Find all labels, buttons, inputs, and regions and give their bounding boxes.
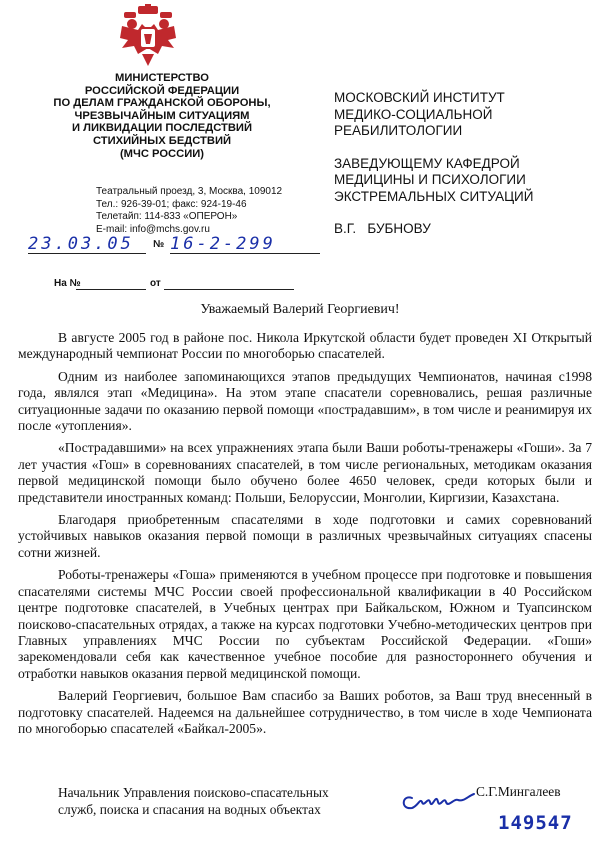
body-paragraph: В августе 2005 год в районе пос. Никола Иркутской области будет проведен XI Открытый международный чемпионат России по многоборью спасателей. [18,330,592,362]
recipient-name: В.Г. БУБНОВУ [334,221,431,236]
ministry-line: (МЧС РОССИИ) [119,147,205,160]
reply-reference-line [54,278,304,292]
ministry-line: ЧРЕЗВЫЧАЙНЫМ СИТУАЦИЯМ [74,109,250,122]
phone-fax-text: Тел.: 926-39-01; факс: 924-19-46 [96,198,247,210]
from-underline [164,289,294,290]
department-line: МЕДИЦИНЫ И ПСИХОЛОГИИ [334,172,526,187]
body-paragraph: Одним из наиболее запоминающихся этапов предыдущих Чемпионатов, начиная с1998 года, являлся этап «Медицина». На этом этапе спасатели соревновались, решая различные ситуационные задачи по оказанию первой помощи «пострадавшим», в том числе и реанимируя их после «утопления». [18,368,592,434]
institute-line: МЕДИКО-СОЦИАЛЬНОЙ [334,106,493,122]
letter-body [18,330,592,743]
institute-line: МОСКОВСКИЙ ИНСТИТУТ [334,90,505,105]
institute-name [334,90,594,140]
body-paragraph: Роботы-тренажеры «Гоша» применяются в учебном процессе при подготовке и повышения спасателями системы МЧС России своей профессиональной квалификации в 40 Российском центре подготовке спасателей, в Учебных центрах при Байкальском, Южном и Туапсинском поисково-спасательных отрядах, а также на курсах подготовки Учебно-методических центров при Главных управлениях МЧС России по субъектам Российской Федерации. «Гоши» зарекомендовали себя как качественное учебное пособие для разностороннего обучения и отработки навыков оказания первой медицинской помощи. [18,567,592,681]
date-underline [28,253,146,254]
teletype-text: Телетайп: 114-833 «ОПЕРОН» [96,211,238,222]
department-head-title [334,156,594,206]
position-line: служб, поиска и спасания на водных объектах [58,802,321,817]
number-label: № [153,239,165,250]
signatory-position [58,784,358,818]
on-no-underline [76,289,146,290]
number-underline [170,253,320,254]
salutation: Уважаемый Валерий Георгиевич! [200,302,400,317]
body-paragraph: Валерий Георгиевич, большое Вам спасибо за Ваших роботов, за Ваш труд внесенный в подготовку спасателей. Надеемся на дальнейшее сотрудничество, в том числе в ходе Чемпионата по многоборью спасателей «Байкал-2005». [18,688,592,736]
ministry-line: РОССИЙСКОЙ ФЕДЕРАЦИИ [84,84,240,97]
handwritten-number: 16-2-299 [170,234,276,254]
recipient-block [334,90,594,238]
ministry-line: СТИХИЙНЫХ БЕДСТВИЙ [92,134,232,147]
on-no-label: На № [54,278,81,289]
ministry-line: МИНИСТЕРСТВО [115,72,209,84]
body-paragraph: Благодаря приобретенным спасателями в ходе подготовки и самих соревнований устойчивых навыков оказания первой помощи в различных чрезвычайных ситуациях спасены сотни жизней. [18,512,592,560]
ministry-line: И ЛИКВИДАЦИИ ПОСЛЕДСТВИЙ [71,122,253,135]
address-text: Театральный проезд, 3, Москва, 109012 [96,186,283,197]
double-headed-eagle-emblem-icon [118,4,178,68]
registration-line [28,234,308,254]
email-text: E-mail: info@mchs.gov.ru [96,223,210,235]
ministry-name-block [42,72,282,160]
signer-name: С.Г.Мингалеев [476,784,561,799]
position-line: Начальник Управления поисково-спасательных [58,785,329,800]
from-label: от [150,278,161,289]
handwritten-date: 23.03.05 [28,234,134,254]
handwritten-signature-icon [398,784,478,818]
department-line: ЭКСТРЕМАЛЬНЫХ СИТУАЦИЙ [334,188,534,204]
institute-line: РЕАБИЛИТОЛОГИИ [334,123,463,138]
stamp-number: 149547 [498,812,573,834]
department-line: ЗАВЕДУЮЩЕМУ КАФЕДРОЙ [334,155,520,171]
body-paragraph: «Пострадавшими» на всех упражнениях этапа были Ваши роботы-тренажеры «Гоши». За 7 лет участия «Гош» в соревнованиях спасателей, в том числе региональных, методикам оказания первой медицинской помощи было обучено более 4650 человек, среди которых были и представители иностранных команд: Польши, Белоруссии, Монголии, Киргизии, Казахстана. [18,440,592,505]
contacts-block [96,186,296,236]
ministry-line: ПО ДЕЛАМ ГРАЖДАНСКОЙ ОБОРОНЫ, [53,97,271,110]
